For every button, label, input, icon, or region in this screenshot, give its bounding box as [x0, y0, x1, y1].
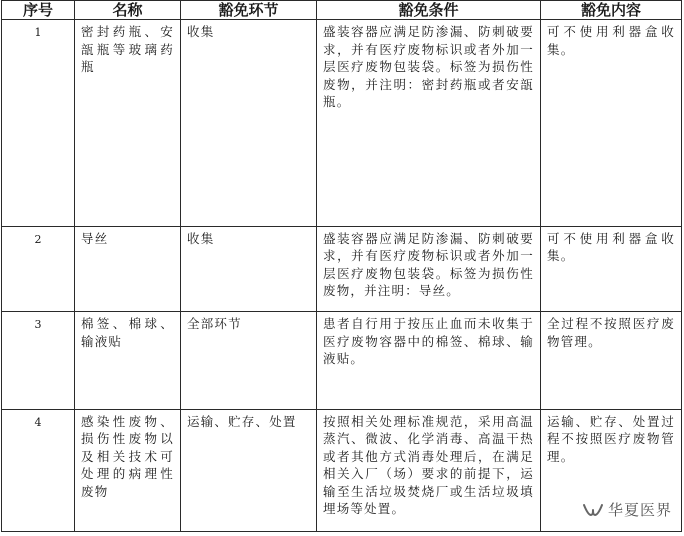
row-stage: 运输、贮存、处置 [181, 409, 317, 532]
row-content: 可不使用利器盒收集。 [541, 226, 682, 311]
header-no: 序号 [2, 1, 75, 20]
header-stage: 豁免环节 [181, 1, 317, 20]
row-stage: 收集 [181, 20, 317, 227]
row-content: 运输、贮存、处置过程不按照医疗废物管理。 [541, 409, 682, 532]
watermark-text: 华夏医界 [607, 501, 672, 519]
table-header-row [2, 1, 682, 20]
exemption-table [1, 0, 682, 532]
header-condition: 豁免条件 [317, 1, 541, 20]
row-condition: 盛装容器应满足防渗漏、防刺破要求，并有医疗废物标识或者外加一层医疗废物包装袋。标签为损伤性废物，并注明：导丝。 [317, 226, 541, 311]
row-stage: 全部环节 [181, 312, 317, 409]
table-row [2, 20, 682, 227]
watermark [580, 499, 674, 520]
row-condition: 盛装容器应满足防渗漏、防刺破要求，并有医疗废物标识或者外加一层医疗废物包装袋。标签为损伤性废物，并注明：密封药瓶或者安瓿瓶。 [317, 20, 541, 227]
row-name: 导丝 [75, 226, 181, 311]
row-name: 棉签、棉球、输液贴 [75, 312, 181, 409]
row-number: 4 [2, 409, 75, 532]
wechat-channel-icon [582, 502, 604, 518]
row-number: 1 [2, 20, 75, 227]
header-content: 豁免内容 [541, 1, 682, 20]
row-condition: 按照相关处理标准规范，采用高温蒸汽、微波、化学消毒、高温干热或者其他方式消毒处理后，在满足相关入厂（场）要求的前提下，运输至生活垃圾焚烧厂或生活垃圾填埋场等处置。 [317, 409, 541, 532]
row-content: 可不使用利器盒收集。 [541, 20, 682, 227]
table-row [2, 226, 682, 311]
header-name: 名称 [75, 1, 181, 20]
row-content: 全过程不按照医疗废物管理。 [541, 312, 682, 409]
row-number: 3 [2, 312, 75, 409]
row-number: 2 [2, 226, 75, 311]
row-name: 感染性废物、损伤性废物以及相关技术可处理的病理性废物 [75, 409, 181, 532]
row-condition: 患者自行用于按压止血而未收集于医疗废物容器中的棉签、棉球、输液贴。 [317, 312, 541, 409]
row-stage: 收集 [181, 226, 317, 311]
row-name: 密封药瓶、安瓿瓶等玻璃药瓶 [75, 20, 181, 227]
table-row [2, 312, 682, 409]
